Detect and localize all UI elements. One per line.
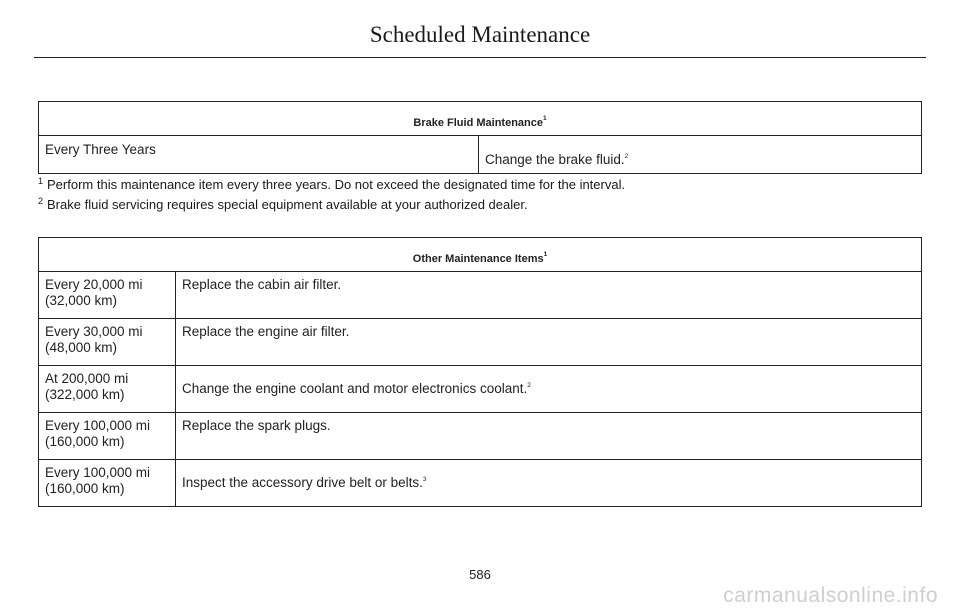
interval-cell bbox=[39, 460, 176, 507]
interval-miles: At 200,000 mi bbox=[45, 371, 129, 386]
footnote-ref: 3 bbox=[422, 475, 427, 483]
action-cell bbox=[176, 319, 922, 366]
footnote-mark: 1 bbox=[38, 175, 44, 186]
interval-km: (48,000 km) bbox=[45, 340, 118, 355]
brake-table-header bbox=[39, 102, 922, 136]
interval-cell bbox=[39, 366, 176, 413]
action-cell bbox=[479, 136, 922, 174]
interval-miles: Every 30,000 mi bbox=[45, 324, 143, 339]
table-row bbox=[39, 319, 922, 366]
footnote-ref: 2 bbox=[624, 152, 629, 160]
action-cell bbox=[176, 413, 922, 460]
table-header-row bbox=[39, 238, 922, 272]
table-row bbox=[39, 413, 922, 460]
interval-km: (160,000 km) bbox=[45, 434, 125, 449]
action-cell bbox=[176, 460, 922, 507]
watermark: carmanualsonline.info bbox=[723, 584, 938, 607]
footnote-2 bbox=[38, 195, 921, 215]
footnote-1 bbox=[38, 175, 921, 195]
footnote-ref: 1 bbox=[543, 251, 548, 259]
action-cell bbox=[176, 272, 922, 319]
interval-miles: Every 100,000 mi bbox=[45, 418, 151, 433]
interval-km: (32,000 km) bbox=[45, 293, 118, 308]
other-maintenance-table bbox=[38, 237, 922, 507]
footnote-text: Brake fluid servicing requires special equipment available at your authorized dealer. bbox=[47, 197, 528, 212]
table-row bbox=[39, 272, 922, 319]
interval-miles: Every 20,000 mi bbox=[45, 277, 143, 292]
action-text: Inspect the accessory drive belt or belts. bbox=[182, 475, 423, 490]
brake-fluid-table bbox=[38, 101, 922, 174]
footnote-mark: 2 bbox=[38, 195, 44, 206]
action-text: Change the engine coolant and motor electronics coolant. bbox=[182, 381, 528, 396]
footnote-ref: 2 bbox=[527, 381, 531, 389]
interval-cell: Every Three Years bbox=[39, 136, 479, 174]
footnotes bbox=[38, 175, 921, 215]
brake-table-header-text: Brake Fluid Maintenance bbox=[413, 117, 543, 129]
table-row bbox=[39, 366, 922, 413]
interval-cell bbox=[39, 319, 176, 366]
table-row bbox=[39, 460, 922, 507]
interval-cell bbox=[39, 413, 176, 460]
title-divider bbox=[34, 57, 926, 58]
table-row bbox=[39, 136, 922, 174]
action-text: Replace the spark plugs. bbox=[182, 418, 331, 433]
interval-km: (160,000 km) bbox=[45, 481, 125, 496]
interval-miles: Every 100,000 mi bbox=[45, 465, 151, 480]
other-table-header bbox=[39, 238, 922, 272]
other-table-header-text: Other Maintenance Items bbox=[412, 253, 544, 265]
action-text: Replace the engine air filter. bbox=[182, 324, 350, 339]
table-header-row bbox=[39, 102, 922, 136]
footnote-ref: 1 bbox=[542, 115, 547, 123]
action-text: Replace the cabin air filter. bbox=[182, 277, 342, 292]
page-title: Scheduled Maintenance bbox=[369, 22, 591, 47]
page-number: 586 bbox=[469, 567, 491, 582]
action-cell bbox=[176, 366, 922, 413]
action-text: Change the brake fluid. bbox=[485, 152, 625, 167]
interval-cell bbox=[39, 272, 176, 319]
footnote-text: Perform this maintenance item every three years. Do not exceed the designated time for the interval. bbox=[47, 177, 626, 192]
interval-km: (322,000 km) bbox=[45, 387, 125, 402]
